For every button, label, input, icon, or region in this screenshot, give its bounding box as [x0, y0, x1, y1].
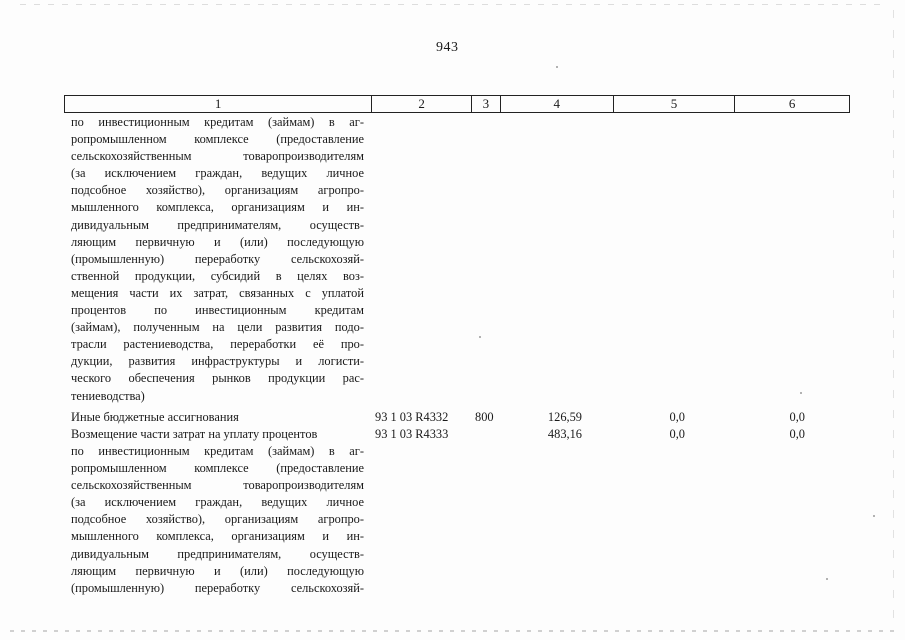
text-line: мышленного комплекса, организациям и ин- [71, 200, 364, 215]
text-line: мещения части их затрат, связанных с уплатой [71, 285, 364, 300]
text-line: ляющим первичную и (или) последующую [71, 234, 364, 249]
scan-speck [556, 66, 558, 68]
row-1-col6: 0,0 [789, 410, 805, 424]
text-line: процентов по инвестиционным кредитам [71, 303, 364, 318]
text-line: по инвестиционным кредитам (займам) в аг- [71, 444, 364, 458]
header-col-1: 1 [65, 96, 372, 112]
header-col-4: 4 [501, 96, 614, 112]
row-1-col5: 0,0 [669, 410, 685, 424]
scan-speck [826, 578, 828, 580]
row-1-vr: 800 [475, 410, 494, 424]
scan-edge-top [20, 4, 885, 5]
text-line: сельскохозяйственным товаропроизводителям [71, 478, 364, 493]
header-col-5: 5 [614, 96, 736, 112]
text-line: дивидуальным предпринимателям, осуществ- [71, 546, 364, 561]
row-2-col5: 0,0 [669, 427, 685, 441]
scan-speck [800, 392, 802, 394]
row-2-description-continued [71, 443, 364, 597]
text-line: ропромышленном комплексе (предоставление [71, 461, 364, 476]
text-line: мышленного комплекса, организациям и ин- [71, 529, 364, 544]
scan-speck [479, 336, 481, 338]
row-1-code: 93 1 03 R4332 [375, 410, 449, 424]
page-number: 943 [436, 40, 459, 55]
row-2-col4: 483,16 [547, 427, 582, 441]
header-col-6: 6 [788, 96, 796, 111]
row-1-name: Иные бюджетные ассигнования [71, 410, 239, 424]
text-line: ческого обеспечения рынков продукции рас- [71, 371, 364, 386]
text-line: (за исключением граждан, ведущих личное [71, 495, 364, 510]
text-line: подсобное хозяйство), организациям агропро- [71, 512, 364, 527]
header-col-3: 3 [472, 96, 501, 112]
scan-edge-right [893, 10, 894, 620]
row-1-col4: 126,59 [547, 410, 582, 424]
header-col-2: 2 [372, 96, 472, 112]
text-line: ляющим первичную и (или) последующую [71, 563, 364, 578]
text-line: подсобное хозяйство), организациям агропро- [71, 183, 364, 198]
text-line: сельскохозяйственным товаропроизводителям [71, 149, 364, 164]
text-line: (за исключением граждан, ведущих личное [71, 166, 364, 181]
text-line: ропромышленном комплексе (предоставление [71, 132, 364, 147]
text-line: тениеводства) [71, 388, 145, 403]
text-line: (займам), полученным на цели развития подо- [71, 320, 364, 335]
row-2-col6: 0,0 [789, 427, 805, 441]
text-line: трасли растениеводства, переработки её про- [71, 337, 364, 352]
text-line: дивидуальным предпринимателям, осуществ- [71, 217, 364, 232]
scan-speck [873, 515, 875, 517]
text-line: ственной продукции, субсидий в целях воз- [71, 268, 364, 283]
text-line: (промышленную) переработку сельскохозяй- [71, 580, 364, 595]
row-2-code: 93 1 03 R4333 [375, 427, 449, 441]
text-line: по инвестиционным кредитам (займам) в аг- [71, 115, 364, 129]
text-line: дукции, развития инфраструктуры и логисти- [71, 354, 364, 369]
scan-edge-bottom [10, 630, 895, 632]
text-line: (промышленную) переработку сельскохозяй- [71, 251, 364, 266]
row-2-name: Возмещение части затрат на уплату процентов [71, 427, 318, 441]
table-header-row [64, 95, 850, 113]
continued-description [71, 114, 364, 405]
